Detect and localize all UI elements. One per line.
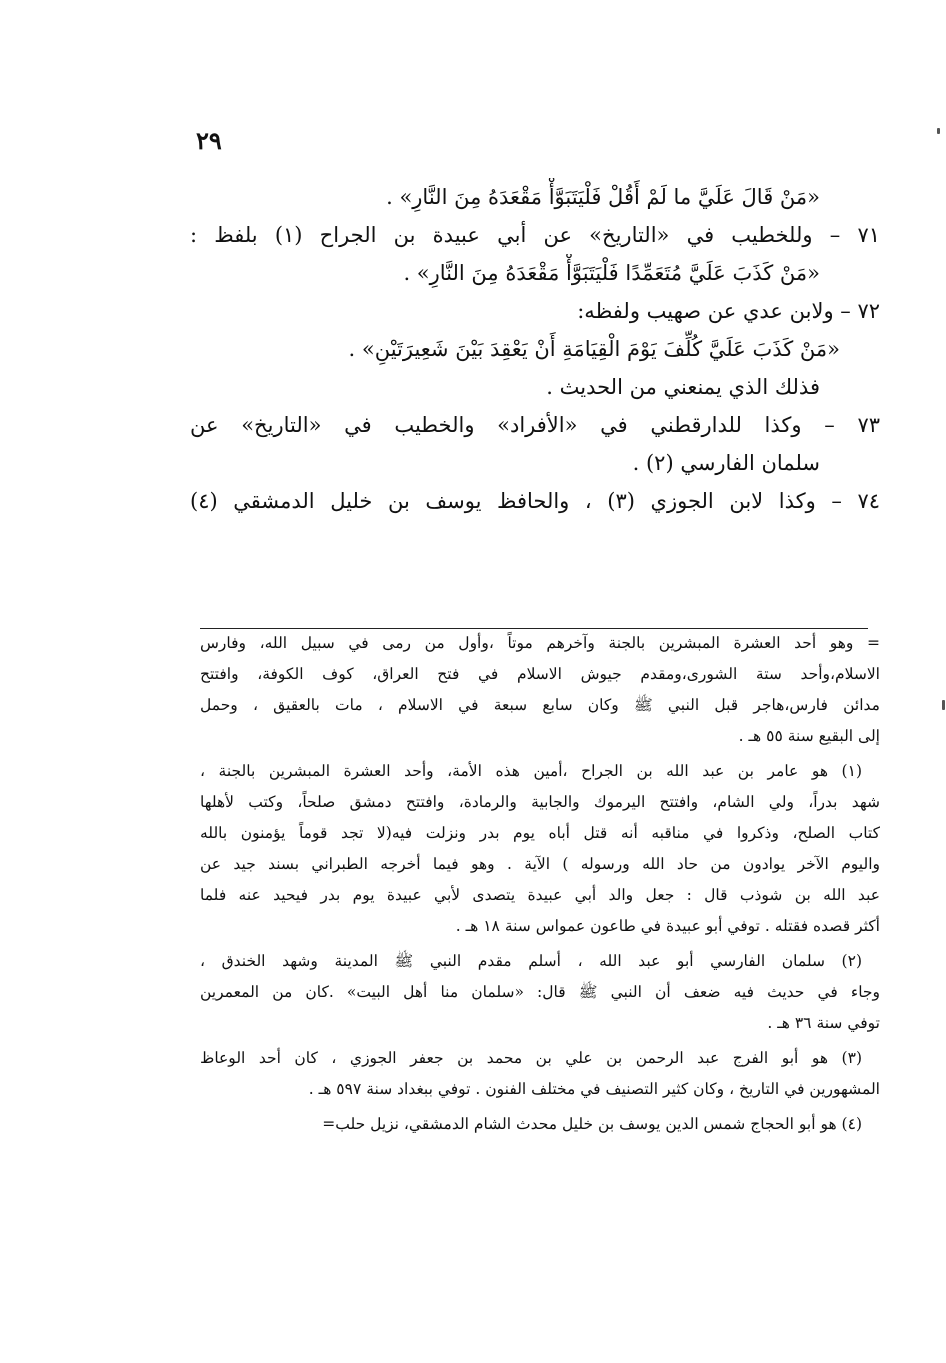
footnote-line: أكثر قصده فقتله . توفي أبو عبيدة في طاعون عمواس سنة ١٨ هـ . — [455, 917, 880, 935]
footnote-line: عبد الله بن شوذب قال : جعل والد أبي عبيدة يتصدى لأبي عبيدة يوم بدر فيحيد عنه فلما — [200, 886, 880, 904]
footnote-line: توفي سنة ٣٦ هـ . — [767, 1014, 880, 1032]
footnote — [200, 1109, 880, 1140]
main-line: ٧٣ – وكذا للدارقطني في «الأفراد» والخطيب في «التاريخ» عن — [190, 413, 880, 437]
main-line: فذلك الذي يمنعني من الحديث . — [546, 375, 820, 399]
main-line: سلمان الفارسي (٢) . — [632, 451, 820, 475]
footnote-line: = وهو أحد العشرة المبشرين بالجنة وآخرهم موتاً ،وأول من رمى في سبيل الله، وفارس — [200, 634, 880, 652]
main-line: ٧١ – وللخطيب في «التاريخ» عن أبي عبيدة بن الجراح (١) بلفظ : — [190, 223, 880, 247]
main-line: «مَنْ كَذَبَ عَلَيَّ كُلِّفَ يَوْمَ الْقِيَامَةِ أَنْ يَعْقِدَ بَيْنَ شَعِيرَتَيْنِ» . — [348, 337, 840, 361]
footnote-line: (٢) سلمان الفارسي أبو عبد الله ، أسلم مقدم النبي ﷺ المدينة وشهد الخندق ، — [200, 952, 862, 970]
footnote-line: (١) هو عامر بن عبد الله بن الجراح ،أمين هذه الأمة، وأحد العشرة المبشرين بالجنة ، — [200, 762, 862, 780]
footnote-line: المشهورين في التاريخ ، وكان كثير التصنيف في مختلف الفنون . توفي ببغداد سنة ٥٩٧ هـ . — [308, 1080, 880, 1098]
footnote — [200, 1043, 880, 1105]
footnote-line: (٣) هو أبو الفرج عبد الرحمن بن علي بن محمد بن جعفر الجوزي ، كان أحد الوعاظ — [200, 1049, 862, 1067]
footnote — [200, 756, 880, 942]
footnotes — [200, 628, 880, 1144]
footnote-line: كتاب الصلح، وذكروا في مناقبه أنه قتل أباه يوم بدر ونزلت فيه(لا تجد قوماً يؤمنون بالله — [200, 824, 880, 842]
footnote-line: وجاء في حديث فيه ضعف أن النبي ﷺ قال: «سلمان منا أهل البيت» .كان من المعمرين — [200, 983, 880, 1001]
scan-speck — [937, 128, 940, 134]
footnote-line: واليوم الآخر يوادون من حاد الله ورسوله ) الآية . وهو فيما أخرجه الطبراني بسند جيد عن — [200, 855, 880, 873]
footnote-line: إلى البقيع سنة ٥٥ هـ . — [738, 727, 880, 745]
scan-speck — [942, 700, 945, 710]
main-text — [190, 178, 880, 520]
footnote — [200, 946, 880, 1039]
footnote-line: (٤) هو أبو الحجاج شمس الدين يوسف بن خليل محدث الشام الدمشقي، نزيل حلب= — [322, 1115, 862, 1133]
main-line: «مَنْ كَذَبَ عَلَيَّ مُتَعَمِّدًا فَلْيَتَبَوَّأْ مَقْعَدَهُ مِنَ النَّارِ» . — [403, 261, 820, 285]
footnote — [200, 628, 880, 752]
footnote-line: مدائن فارس،هاجر قبل النبي ﷺ وكان سابع سبعة في الاسلام ، مات بالعقيق ، وحمل — [200, 696, 880, 714]
main-line: ٧٤ – وكذا لابن الجوزي (٣) ، والحافظ يوسف بن خليل الدمشقي (٤) — [190, 489, 880, 513]
main-line: ٧٢ – ولابن عدي عن صهيب ولفظه: — [577, 299, 880, 323]
main-line: «مَنْ قَالَ عَلَيَّ ما لَمْ أَقُلْ فَلْيَتَبَوَّأْ مَقْعَدَهُ مِنَ النَّارِ» . — [386, 185, 820, 209]
footnote-line: الاسلام،وأحد ستة الشورى،ومقدم جيوش الاسلام في فتح العراق، كوف الكوفة، وافتتح — [200, 665, 880, 683]
page-number: ٢٩ — [196, 126, 222, 155]
footnote-line: شهد بدراً، ولي الشام، وافتتح اليرموك والجابية والرمادة، وافتتح دمشق صلحاً، وكتب لأهلها — [200, 793, 880, 811]
